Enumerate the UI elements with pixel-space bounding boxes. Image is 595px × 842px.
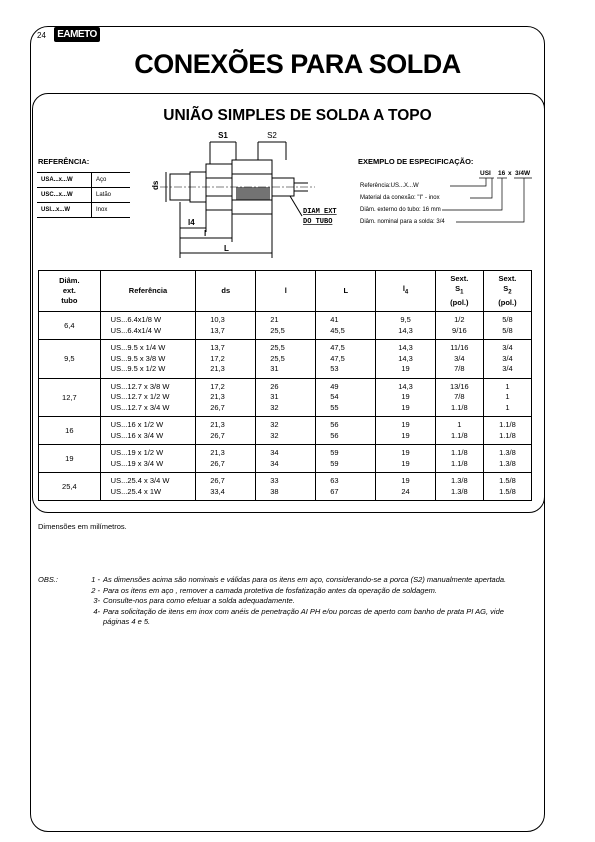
cell-s1 [435, 445, 483, 473]
cell-s2-value: 1.3/8 [499, 458, 516, 468]
cell-ds-value: 26,7 [210, 476, 225, 485]
page-number: 24 [37, 31, 46, 40]
cell-referencia [100, 445, 196, 473]
cell-L-value: 49 [330, 381, 339, 391]
cell-s2-value: 1.1/8 [499, 420, 516, 429]
cell-s1 [435, 340, 483, 379]
cell-L [316, 340, 376, 379]
cell-s2 [483, 445, 531, 473]
cell-l [256, 312, 316, 340]
cell-referencia-value: US...9.5 x 3/8 W [110, 353, 166, 363]
cell-referencia-value: US...19 x 3/4 W [110, 458, 164, 468]
cell-L-value: 55 [330, 402, 339, 412]
cell-referencia [100, 473, 196, 501]
union-drawing [140, 128, 355, 263]
cell-s1-value: 7/8 [454, 392, 465, 401]
cell-diam: 12,7 [39, 378, 101, 417]
cell-l-value: 25,5 [270, 353, 285, 363]
cell-l4-value: 19 [401, 458, 410, 468]
cell-s1 [435, 378, 483, 417]
cell-ds-value: 13,7 [210, 325, 225, 335]
spec-code-c: 3/4W [515, 170, 531, 177]
table-row [39, 445, 532, 473]
header-l4: $l_4$ [376, 271, 436, 312]
referencia-code: USA...x...W [37, 173, 92, 188]
cell-l-value: 32 [270, 402, 279, 412]
cell-ds-value: 13,7 [210, 343, 225, 352]
referencia-material: Aço [92, 173, 131, 188]
cell-l4 [376, 312, 436, 340]
cell-L [316, 473, 376, 501]
cell-s2-value: 1 [505, 392, 510, 401]
cell-s1 [435, 473, 483, 501]
cell-l-value: 38 [270, 486, 279, 496]
obs-text: As dimensões acima são nominais e válidas para os itens em aço, considerando-se a porca (S2) manualmente apertada. [103, 575, 507, 584]
cell-ds [196, 312, 256, 340]
cell-l4-value: 14,3 [398, 381, 413, 391]
obs-number: 3- [93, 596, 100, 605]
cell-s2-value: 1 [505, 381, 510, 391]
cell-l4 [376, 378, 436, 417]
cell-l4 [376, 340, 436, 379]
obs-item [38, 575, 528, 586]
s2-label: S2 [267, 131, 277, 140]
cell-l4-value: 19 [401, 364, 410, 373]
cell-ds-value: 21,3 [210, 448, 225, 457]
referencia-code: USC...x...W [37, 188, 92, 203]
cell-s1-value: 1.1/8 [451, 458, 468, 468]
cell-l-value: 34 [270, 458, 279, 468]
cell-l [256, 473, 316, 501]
cell-s1 [435, 312, 483, 340]
cell-l4-value: 9,5 [400, 315, 411, 324]
obs-item [38, 607, 528, 628]
cell-s2-value: 1.3/8 [499, 448, 516, 457]
referencia-code: USI...x...W [37, 203, 92, 218]
cell-l-value: 32 [270, 420, 279, 429]
header-s2: Sext. $S_2$ (pol.) [483, 271, 531, 312]
cell-diam: 9,5 [39, 340, 101, 379]
cell-referencia-value: US...19 x 1/2 W [110, 448, 164, 457]
obs-label: OBS.: [38, 575, 59, 584]
cell-l [256, 417, 316, 445]
cell-diam: 19 [39, 445, 101, 473]
cell-ds [196, 473, 256, 501]
exemplo-spec [358, 166, 548, 230]
cell-l-value: 25,5 [270, 343, 285, 352]
obs-label [38, 596, 80, 607]
referencia-material: Inox [92, 203, 131, 218]
cell-L-value: 53 [330, 364, 339, 373]
cell-s1 [435, 417, 483, 445]
cell-referencia-value: US...6.4x1/8 W [110, 315, 162, 324]
cell-s2-value: 3/4 [502, 353, 513, 363]
cell-referencia-value: US...16 x 3/4 W [110, 430, 164, 440]
cell-referencia-value: US...12.7 x 3/4 W [110, 402, 170, 412]
l-label: l [204, 229, 207, 238]
obs-number: 2 - [91, 585, 100, 595]
cell-s1-value: 11/16 [450, 343, 469, 352]
cell-ds [196, 340, 256, 379]
cell-l-value: 33 [270, 476, 279, 485]
table-row [39, 417, 532, 445]
cell-L-value: 63 [330, 476, 339, 485]
header-s1: Sext. $S_1$ (pol.) [435, 271, 483, 312]
referencia-title: REFERÊNCIA: [38, 157, 90, 166]
cell-s2-value: 1.5/8 [499, 486, 516, 496]
cell-l [256, 378, 316, 417]
cell-l-value: 31 [270, 392, 279, 401]
spec-line-1: Referência:US...X...W [360, 183, 419, 189]
ds-label: ds [151, 180, 160, 190]
cell-l4-value: 19 [401, 476, 410, 485]
spec-line-4: Diâm. nominal para a solda: 3/4 [360, 219, 445, 225]
cell-l4-value: 19 [401, 420, 410, 429]
obs-number: 1 - [91, 575, 100, 584]
cell-l4 [376, 473, 436, 501]
cell-l-value: 31 [270, 364, 279, 373]
cell-s1-value: 1 [457, 420, 462, 429]
cell-L [316, 445, 376, 473]
cell-s2 [483, 473, 531, 501]
cell-ds-value: 17,2 [210, 353, 225, 363]
cell-l4-value: 14,3 [398, 343, 413, 352]
cell-ds [196, 417, 256, 445]
cell-s1-value: 1.1/8 [451, 430, 468, 440]
cell-s1-value: 9/16 [452, 325, 467, 335]
cell-l4-value: 19 [401, 402, 410, 412]
cell-referencia-value: US...25.4 x 1W [110, 486, 162, 496]
cell-l [256, 445, 316, 473]
table-row [39, 340, 532, 379]
cell-s1-value: 1/2 [454, 315, 465, 324]
cell-l-value: 34 [270, 448, 279, 457]
cell-s2-value: 3/4 [502, 343, 513, 352]
cell-l-value: 21 [270, 315, 279, 324]
l4-label: l4 [188, 218, 195, 227]
cell-ds-value: 21,3 [210, 364, 225, 373]
cell-l4-value: 14,3 [398, 353, 413, 363]
cell-s2-value: 5/8 [502, 325, 513, 335]
cell-L-value: 54 [330, 392, 339, 401]
obs-item [38, 596, 528, 607]
obs-item [38, 586, 528, 597]
cell-L-value: 67 [330, 486, 339, 496]
L-label: L [224, 244, 229, 253]
cell-referencia-value: US...6.4x1/4 W [110, 325, 162, 335]
cell-L-value: 59 [330, 448, 339, 457]
exemplo-title: EXEMPLO DE ESPECIFICAÇÃO: [358, 157, 474, 166]
obs-text: Consulte-nos para como efetuar a solda adequadamente. [103, 596, 295, 605]
cell-L-value: 47,5 [330, 353, 345, 363]
referencia-row [37, 203, 130, 218]
diam-ext-label-1: DIAM EXT [303, 208, 337, 216]
cell-referencia-value: US...25.4 x 3/4 W [110, 476, 170, 485]
header-referencia: Referência [100, 271, 196, 312]
spec-code-a: USI [480, 170, 491, 177]
cell-l4-value: 24 [401, 486, 410, 496]
cell-diam: 25,4 [39, 473, 101, 501]
cell-s2-value: 3/4 [502, 364, 513, 373]
cell-s1-value: 1.1/8 [451, 448, 468, 457]
diam-ext-label-2: DO TUBO [303, 218, 333, 226]
obs-text: Para os itens em aço , remover a camada protetiva de fosfatização antes da operação de soldagem. [103, 585, 437, 595]
cell-l-value: 32 [270, 430, 279, 440]
spec-code-b: 16 [498, 170, 506, 177]
cell-s1-value: 13/16 [449, 381, 469, 391]
cell-L-value: 45,5 [330, 325, 345, 335]
cell-referencia-value: US...12.7 x 1/2 W [110, 392, 170, 401]
cell-L [316, 378, 376, 417]
table-row [39, 312, 532, 340]
cell-referencia [100, 340, 196, 379]
section-title: UNIÃO SIMPLES DE SOLDA A TOPO [163, 107, 432, 124]
header-l: l [256, 271, 316, 312]
spec-line-2: Material da conexão: "I" - inox [360, 195, 440, 201]
page-title: CONEXÕES PARA SOLDA [134, 49, 461, 79]
cell-L-value: 56 [330, 420, 339, 429]
cell-referencia [100, 417, 196, 445]
cell-referencia-value: US...12.7 x 3/8 W [110, 381, 170, 391]
cell-ds [196, 445, 256, 473]
cell-s2 [483, 378, 531, 417]
referencia-row [37, 173, 130, 188]
cell-referencia [100, 312, 196, 340]
cell-ds [196, 378, 256, 417]
cell-ds-value: 33,4 [210, 486, 225, 496]
obs-text: Para solicitação de itens em inox com anéis de penetração AI PH e/ou porcas de aperto com banho de prata PI AG, vide páginas 4 e 5. [103, 606, 504, 626]
cell-L [316, 417, 376, 445]
brand-logo: EAMETO [54, 27, 100, 42]
spec-line-3: Diâm. externo do tubo: 16 mm [360, 207, 441, 213]
cell-s2 [483, 340, 531, 379]
table-row [39, 378, 532, 417]
cell-referencia-value: US...9.5 x 1/4 W [110, 343, 166, 352]
obs-label [38, 607, 80, 628]
cell-ds-value: 26,7 [210, 458, 225, 468]
cell-l4-value: 19 [401, 392, 410, 401]
header-ds: ds [196, 271, 256, 312]
cell-l [256, 340, 316, 379]
obs-number: 4- [93, 606, 100, 616]
cell-ds-value: 21,3 [210, 420, 225, 429]
cell-ds-value: 17,2 [210, 381, 225, 391]
referencia-table [37, 172, 130, 218]
cell-s1-value: 7/8 [454, 364, 465, 373]
cell-s2-value: 1 [505, 402, 510, 412]
cell-s1-value: 1.1/8 [451, 402, 468, 412]
observations [38, 575, 528, 628]
cell-s1-value: 1.3/8 [451, 486, 468, 496]
cell-l4-value: 19 [401, 448, 410, 457]
cell-L-value: 59 [330, 458, 339, 468]
header-diam: Diâm. ext. tubo [39, 271, 101, 312]
dimensions-table [38, 270, 532, 501]
dimensions-note: Dimensões em milímetros. [38, 522, 127, 531]
spec-code-x: x [508, 170, 512, 177]
cell-referencia [100, 378, 196, 417]
cell-s2-value: 1.1/8 [499, 430, 516, 440]
cell-l4-value: 19 [401, 430, 410, 440]
cell-L-value: 56 [330, 430, 339, 440]
cell-L [316, 312, 376, 340]
cell-s2 [483, 312, 531, 340]
cell-s1-value: 1.3/8 [451, 476, 468, 485]
cell-ds-value: 26,7 [210, 402, 225, 412]
cell-s1-value: 3/4 [454, 353, 465, 363]
cell-s2-value: 5/8 [502, 315, 513, 324]
cell-diam: 16 [39, 417, 101, 445]
cell-s2-value: 1.5/8 [499, 476, 516, 485]
cell-l-value: 25,5 [270, 325, 285, 335]
cell-L-value: 47,5 [330, 343, 345, 352]
cell-l4 [376, 417, 436, 445]
cell-diam: 6,4 [39, 312, 101, 340]
s1-label: S1 [218, 131, 228, 140]
cell-s2 [483, 417, 531, 445]
cell-ds-value: 10,3 [210, 315, 225, 324]
header-L: L [316, 271, 376, 312]
referencia-row [37, 188, 130, 203]
cell-l4 [376, 445, 436, 473]
cell-referencia-value: US...16 x 1/2 W [110, 420, 164, 429]
referencia-material: Latão [92, 188, 131, 203]
cell-l-value: 26 [270, 381, 279, 391]
cell-ds-value: 26,7 [210, 430, 225, 440]
table-row [39, 473, 532, 501]
cell-L-value: 41 [330, 315, 339, 324]
obs-label [38, 586, 80, 597]
cell-l4-value: 14,3 [398, 325, 413, 335]
cell-referencia-value: US...9.5 x 1/2 W [110, 364, 166, 373]
cell-ds-value: 21,3 [210, 392, 225, 401]
